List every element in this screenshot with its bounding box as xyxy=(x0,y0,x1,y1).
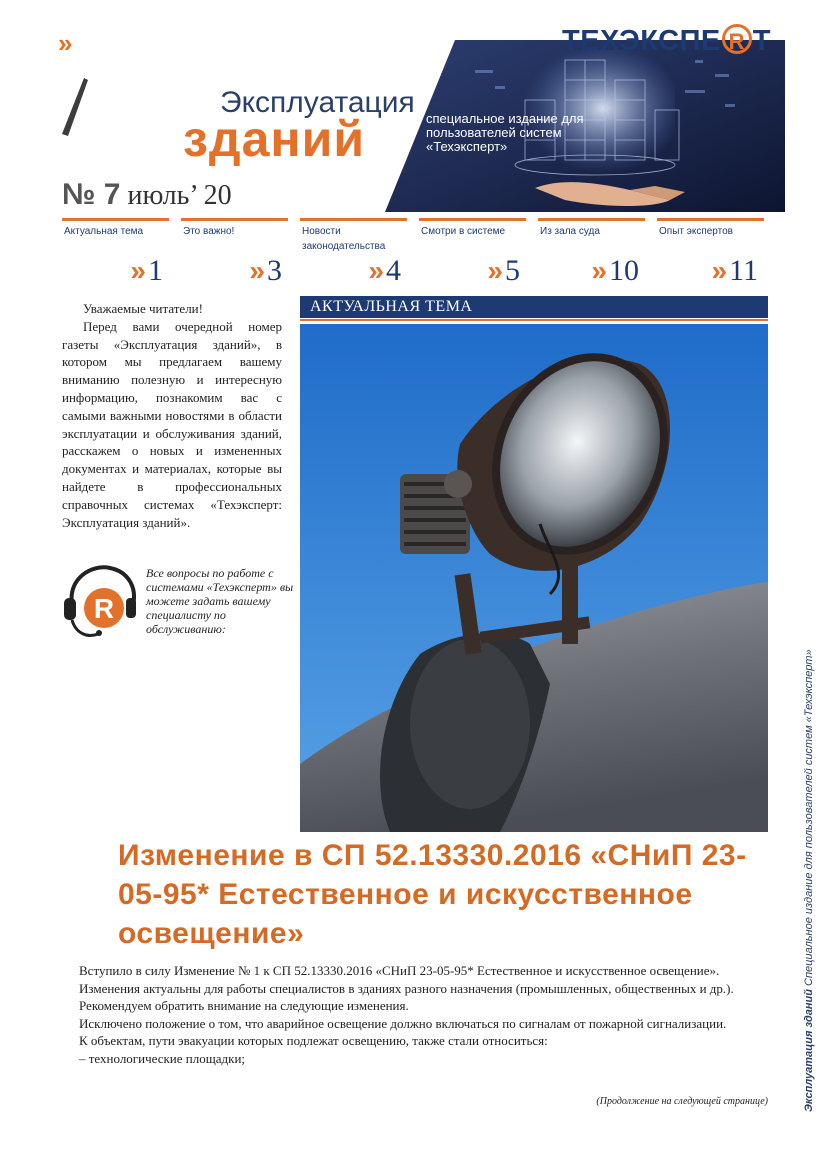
nav-item-page xyxy=(712,254,758,288)
nav-item-page xyxy=(130,254,163,288)
slash-decoration xyxy=(62,78,88,136)
nav-page-number: 5 xyxy=(505,254,520,287)
nav-divider xyxy=(300,218,407,221)
contents-nav xyxy=(62,218,768,293)
nav-page-number: 11 xyxy=(729,254,758,287)
nav-page-number: 1 xyxy=(148,254,163,287)
side-caption-title: Эксплуатация зданий xyxy=(803,989,815,1112)
nav-item-label: Из зала суда xyxy=(540,226,600,237)
nav-page-number: 4 xyxy=(386,254,401,287)
publication-title-line2: зданий xyxy=(183,111,366,167)
support-text: Все вопросы по работе с системами «Техэксперт» вы можете задать вашему специалисту по обслуживанию: xyxy=(146,566,294,636)
logo-prefix: ТЕХЭКСПЕ xyxy=(562,25,721,57)
nav-item-page xyxy=(591,254,639,288)
nav-item-label: Актуальная тема xyxy=(64,226,144,237)
nav-divider xyxy=(538,218,645,221)
chevron-icon: » xyxy=(130,255,146,286)
article-paragraph: Изменения актуальны для работы специалистов в зданиях разного назначения (промышленных, общественных и др.). xyxy=(79,980,734,996)
nav-item-eto-vazhno[interactable] xyxy=(181,218,292,293)
headset-support-icon xyxy=(58,560,142,642)
issue-number: № 7 xyxy=(62,178,121,211)
svg-text:R: R xyxy=(93,593,115,624)
nav-divider xyxy=(181,218,288,221)
nav-page-number: 3 xyxy=(267,254,282,287)
nav-item-novosti[interactable] xyxy=(300,218,411,293)
chevron-icon: » xyxy=(591,255,607,286)
nav-item-label: Смотри в системе xyxy=(421,226,506,237)
nav-item-label: Опыт экспертов xyxy=(659,226,733,237)
article-paragraph: Рекомендуем обратить внимание на следующие изменения. xyxy=(79,998,409,1013)
nav-item-aktualnaya-tema[interactable] xyxy=(62,218,173,293)
nav-item-page xyxy=(249,254,282,288)
nav-item-page xyxy=(487,254,520,288)
section-underline xyxy=(300,319,768,321)
nav-item-label: Новости законодательства xyxy=(302,226,386,252)
publication-title-line1: Эксплуатация xyxy=(220,86,415,119)
nav-divider xyxy=(419,218,526,221)
chevron-icon: » xyxy=(249,255,265,286)
chevron-icon: » xyxy=(711,255,728,286)
article-body xyxy=(62,962,768,1067)
issue-info xyxy=(62,178,232,212)
article-paragraph: – технологические площадки; xyxy=(79,1050,246,1066)
nav-page-number: 10 xyxy=(609,254,639,287)
side-caption xyxy=(803,649,815,1112)
logo-r-icon: R xyxy=(722,24,752,54)
section-label: АКТУАЛЬНАЯ ТЕМА xyxy=(310,298,473,315)
side-caption-text: Специальное издание для пользователей систем «Техэксперт» xyxy=(803,649,815,986)
issue-date: июль’ 20 xyxy=(127,180,232,211)
intro-paragraph: Перед вами очередной номер газеты «Эксплуатация зданий», в котором мы предлагаем вашему вниманию полезную и интересную информацию, познакомим вас с самыми важными новостями в области эксплуатации и обслуживания зданий, расскажем о новых и измененных документах и материалах, которые вы найдете в профессиональных справочных системах «Техэксперт: Эксплуатация зданий». xyxy=(62,318,282,530)
brand-logo xyxy=(562,24,771,58)
nav-divider xyxy=(62,218,169,221)
continued-note: (Продолжение на следующей странице) xyxy=(596,1096,768,1107)
article-headline: Изменение в СП 52.13330.2016 «СНиП 23-05-95* Естественное и искусственное освещение» xyxy=(118,839,747,950)
article-paragraph: Вступило в силу Изменение № 1 к СП 52.13330.2016 «СНиП 23-05-95* Естественное и искусственное освещение». xyxy=(79,963,720,978)
nav-item-page xyxy=(368,254,401,288)
spotlight-photo xyxy=(300,324,768,832)
nav-item-opyt-ekspertov[interactable] xyxy=(657,218,768,293)
intro-greeting: Уважаемые читатели! xyxy=(83,301,203,316)
article-paragraph: Исключено положение о том, что аварийное освещение должно включаться по сигналам от пожарной сигнализации. xyxy=(79,1015,727,1031)
nav-item-iz-zala-suda[interactable] xyxy=(538,218,649,293)
chevron-icon: » xyxy=(368,255,384,286)
nav-item-label: Это важно! xyxy=(183,226,235,237)
logo-suffix: Т xyxy=(752,25,771,57)
nav-item-smotri[interactable] xyxy=(419,218,530,293)
article-paragraph: К объектам, пути эвакуации которых подлежат освещению, также стали относиться: xyxy=(79,1033,548,1048)
chevron-icon: » xyxy=(487,255,503,286)
header-chevron: » xyxy=(58,28,73,58)
nav-divider xyxy=(657,218,764,221)
intro-text xyxy=(62,300,282,531)
publication-subtitle: специальное издание для пользователей систем «Техэксперт» xyxy=(426,111,584,154)
